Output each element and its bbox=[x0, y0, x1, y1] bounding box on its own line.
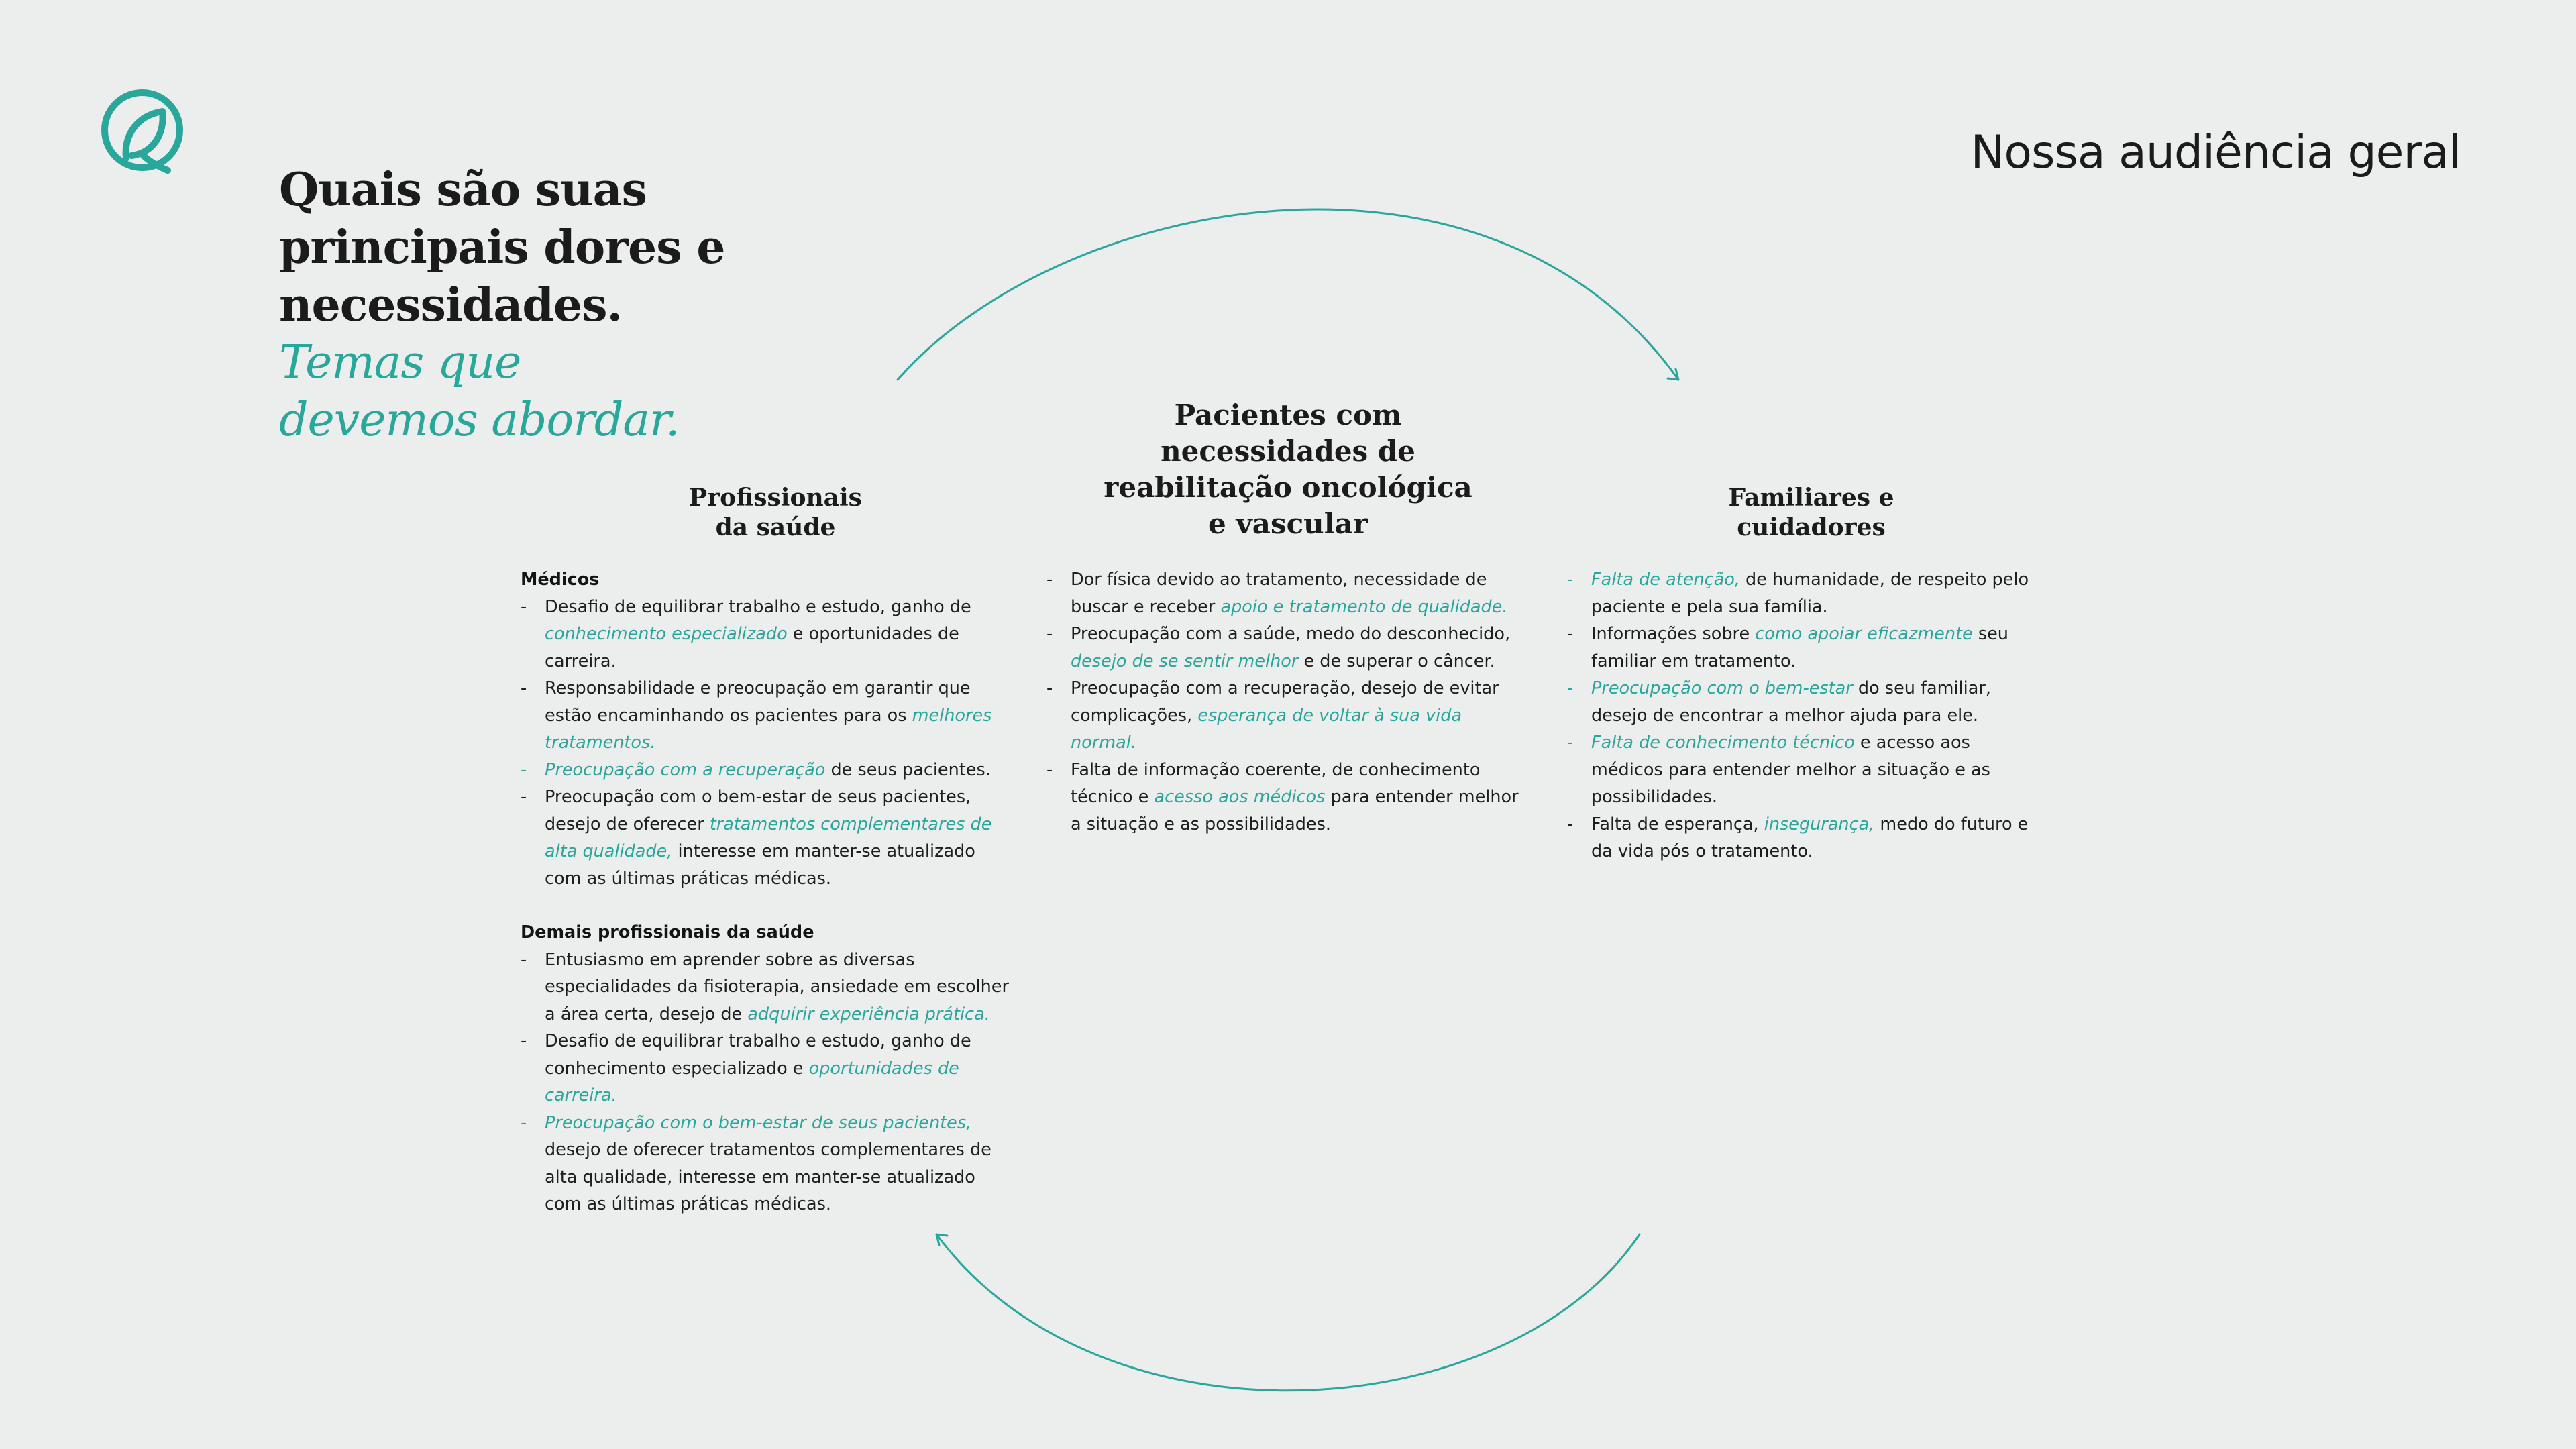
highlighted-text: tratamentos complementares de alta qualidade, bbox=[545, 814, 992, 861]
column-title: Pacientes com necessidades de reabilitação oncológica e vascular bbox=[1104, 398, 1472, 540]
highlighted-text: apoio e tratamento de qualidade. bbox=[1220, 596, 1508, 617]
list-item bbox=[1567, 566, 2037, 621]
highlighted-text: Preocupação com a recuperação bbox=[545, 759, 826, 780]
bullet-group bbox=[521, 919, 1017, 1218]
bottom-arc-arrow bbox=[936, 1234, 1640, 1391]
list-item bbox=[521, 675, 1017, 757]
list-item bbox=[521, 947, 1017, 1028]
highlighted-text: melhores tratamentos. bbox=[545, 705, 992, 753]
item-text: Desafio de equilibrar trabalho e estudo, ganho de conhecimento especializado e bbox=[545, 1031, 971, 1079]
bullet-list bbox=[1046, 566, 1529, 838]
item-text: e acesso aos médicos para entender melhor a situação e as possibilidades. bbox=[1591, 733, 1990, 807]
highlighted-text: Falta de conhecimento técnico bbox=[1591, 733, 1855, 753]
item-text: medo do futuro e da vida pós o tratamento. bbox=[1591, 814, 2029, 861]
headline-line: necessidades. bbox=[279, 278, 623, 332]
item-text: desejo de oferecer tratamentos complementares de alta qualidade, interesse em manter-se atualizado com as últimas práticas médicas. bbox=[545, 1140, 991, 1214]
column-familiares bbox=[1567, 566, 2037, 865]
list-item bbox=[1046, 621, 1529, 675]
column-profissionais bbox=[521, 566, 1017, 1218]
list-item bbox=[1567, 729, 2037, 811]
item-text: Responsabilidade e preocupação em garantir que estão encaminhando os pacientes para os bbox=[545, 678, 971, 726]
item-text: para entender melhor a situação e as possibilidades. bbox=[1071, 787, 1519, 835]
highlighted-text: esperança de voltar à sua vida normal. bbox=[1071, 705, 1462, 753]
item-text: interesse em manter-se atualizado com as últimas práticas médicas. bbox=[545, 841, 975, 889]
highlighted-text: como apoiar eficazmente bbox=[1755, 624, 1973, 644]
item-text: Preocupação com a saúde, medo do desconhecido, bbox=[1071, 624, 1511, 644]
bullet-list bbox=[1567, 566, 2037, 865]
highlighted-text: Falta de atenção, bbox=[1591, 570, 1740, 590]
item-text: Preocupação com o bem-estar de seus pacientes, desejo de oferecer bbox=[545, 787, 971, 835]
bullet-list bbox=[521, 947, 1017, 1218]
page-label: Nossa audiência geral bbox=[1970, 126, 2461, 179]
list-item bbox=[521, 757, 1017, 784]
headline-accent-line: Temas que bbox=[279, 336, 521, 389]
list-item bbox=[521, 594, 1017, 676]
headline-accent-line: devemos abordar. bbox=[279, 394, 680, 447]
item-text: Entusiasmo em aprender sobre as diversas especialidades da fisioterapia, ansiedade em escolher a área certa, desejo de bbox=[545, 949, 1009, 1024]
list-item bbox=[1046, 757, 1529, 839]
list-item bbox=[521, 1110, 1017, 1218]
list-item bbox=[521, 1028, 1017, 1110]
list-item bbox=[1046, 675, 1529, 757]
list-item bbox=[1046, 566, 1529, 621]
headline-line: principais dores e bbox=[279, 221, 725, 274]
bullet-list bbox=[521, 594, 1017, 893]
column-title: Profissionais da saúde bbox=[689, 484, 862, 541]
column-title: Familiares e cuidadores bbox=[1728, 484, 1894, 541]
group-title: Médicos bbox=[521, 570, 600, 590]
highlighted-text: acesso aos médicos bbox=[1154, 787, 1326, 807]
list-item bbox=[1567, 621, 2037, 675]
bullet-group bbox=[1046, 566, 1529, 838]
highlighted-text: Preocupação com o bem-estar de seus pacientes, bbox=[545, 1112, 972, 1133]
column-pacientes bbox=[1046, 566, 1529, 838]
item-text: de seus pacientes. bbox=[825, 759, 991, 780]
highlighted-text: Preocupação com o bem-estar bbox=[1591, 678, 1853, 698]
item-text: Preocupação com a recuperação, desejo de evitar complicações, bbox=[1071, 678, 1499, 726]
item-text: do seu familiar, desejo de encontrar a melhor ajuda para ele. bbox=[1591, 678, 1991, 726]
highlighted-text: oportunidades de carreira. bbox=[545, 1058, 959, 1106]
item-text: e oportunidades de carreira. bbox=[545, 624, 959, 672]
bullet-group bbox=[521, 566, 1017, 892]
item-text: Informações sobre bbox=[1591, 624, 1756, 644]
list-item bbox=[1567, 675, 2037, 729]
item-text: seu familiar em tratamento. bbox=[1591, 624, 2008, 672]
group-title: Demais profissionais da saúde bbox=[521, 922, 814, 943]
headline-line: Quais são suas bbox=[279, 163, 647, 217]
item-text: Desafio de equilibrar trabalho e estudo, ganho de bbox=[545, 596, 971, 617]
item-text: Falta de esperança, bbox=[1591, 814, 1764, 835]
highlighted-text: insegurança, bbox=[1764, 814, 1875, 835]
item-text: Dor física devido ao tratamento, necessidade de buscar e receber bbox=[1071, 570, 1487, 617]
item-text: e de superar o câncer. bbox=[1298, 651, 1495, 672]
highlighted-text: desejo de se sentir melhor bbox=[1071, 651, 1299, 672]
highlighted-text: adquirir experiência prática. bbox=[747, 1004, 990, 1024]
item-text: Falta de informação coerente, de conhecimento técnico e bbox=[1071, 759, 1481, 807]
bullet-group bbox=[1567, 566, 2037, 865]
list-item bbox=[1567, 811, 2037, 865]
list-item bbox=[521, 784, 1017, 892]
item-text: de humanidade, de respeito pelo paciente e pela sua família. bbox=[1591, 570, 2029, 617]
highlighted-text: conhecimento especializado bbox=[545, 624, 788, 644]
top-arc-arrow bbox=[898, 209, 1678, 380]
